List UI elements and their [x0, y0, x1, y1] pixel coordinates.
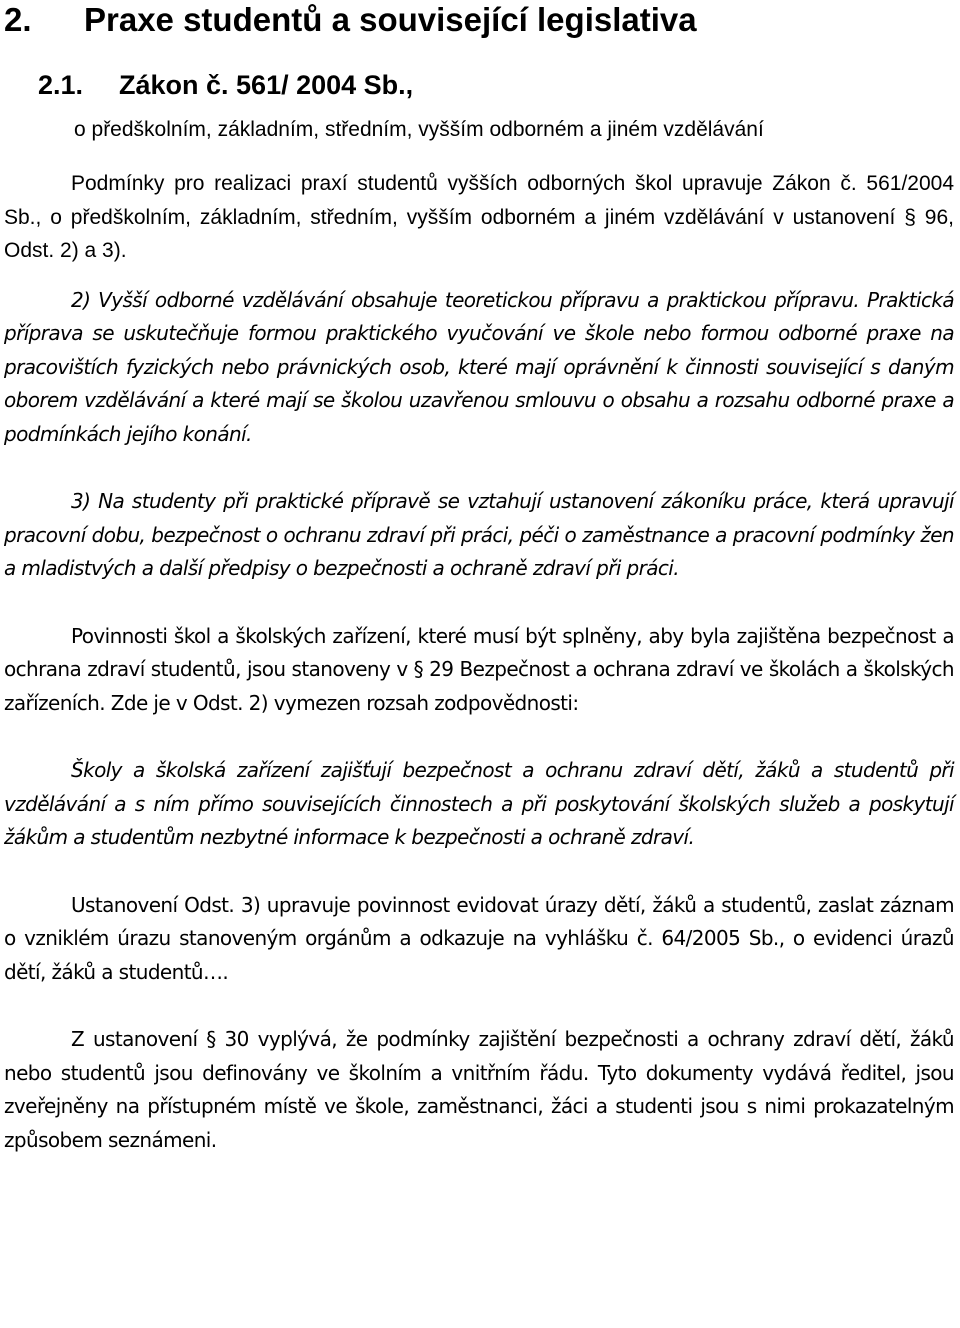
paragraph-school-rules: Z ustanovení § 30 vyplývá, že podmínky zajištění bezpečnosti a ochrany zdraví dětí, žáků nebo studentů jsou definovány ve školním a vnitřním řádu. Tyto dokumenty vydává ředitel, jsou zveřejněny na přístupném místě ve škole, zaměstnanci, žáci a studenti jsou s nimi prokazatelným způsobem seznámeni. [4, 1027, 954, 1152]
intro-paragraph: Podmínky pro realizaci praxí studentů vyšších odborných škol upravuje Zákon č. 561/2004 Sb., o předškolním, základním, středním, vyšším odborném a jiném vzdělávání v ustanovení § 96, Odst. 2) a 3). [4, 172, 954, 262]
chapter-title: Praxe studentů a související legislativa [84, 1, 697, 38]
quoted-paragraph-schools: Školy a školská zařízení zajišťují bezpečnost a ochranu zdraví dětí, žáků a studentů při vzdělávání a s ním přímo souvisejících činnostech a při poskytování školských služeb a poskytují žákům a studentům nezbytné informace k bezpečnosti a ochraně zdraví. [4, 758, 954, 849]
section-number: 2.1. [38, 70, 84, 100]
section-title: Zákon č. 561/ 2004 Sb., [119, 70, 414, 100]
section-subtitle: o předškolním, základním, středním, vyšším odborném a jiném vzdělávání [74, 118, 764, 141]
quoted-paragraph-2: 2) Vyšší odborné vzdělávání obsahuje teoretickou přípravu a praktickou přípravu. Praktická příprava se uskutečňuje formou praktického vyučování ve škole nebo formou odborné praxe na pracovištích fyzických nebo právnických osob, které mají oprávnění k činnosti související s daným oborem vzdělávání a které mají se školou uzavřenou smlouvu o obsahu a rozsahu odborné praxe a podmínkách jejího konání. [4, 287, 954, 446]
paragraph-injury-records: Ustanovení Odst. 3) upravuje povinnost evidovat úrazy dětí, žáků a studentů, zaslat záznam o vzniklém úrazu stanoveným orgánům a odkazuje na vyhlášku č. 64/2005 Sb., o evidenci úrazů dětí, žáků a studentů…. [4, 892, 954, 984]
chapter-number: 2. [4, 1, 32, 38]
section-heading [38, 68, 954, 102]
quoted-paragraph-3: 3) Na studenty při praktické přípravě se vztahují ustanovení zákoníku práce, která upravují pracovní dobu, bezpečnost o ochranu zdraví při práci, péči o zaměstnance a pracovní podmínky žen a mladistvých a další předpisy o bezpečnosti a ochraně zdraví při práci. [4, 489, 954, 580]
chapter-heading [4, 0, 954, 40]
paragraph-duties: Povinnosti škol a školských zařízení, které musí být splněny, aby byla zajištěna bezpečnost a ochrana zdraví studentů, jsou stanoveny v § 29 Bezpečnost a ochrana zdraví ve školách a školských zařízeních. Zde je v Odst. 2) vymezen rozsah zodpovědnosti: [4, 623, 954, 715]
